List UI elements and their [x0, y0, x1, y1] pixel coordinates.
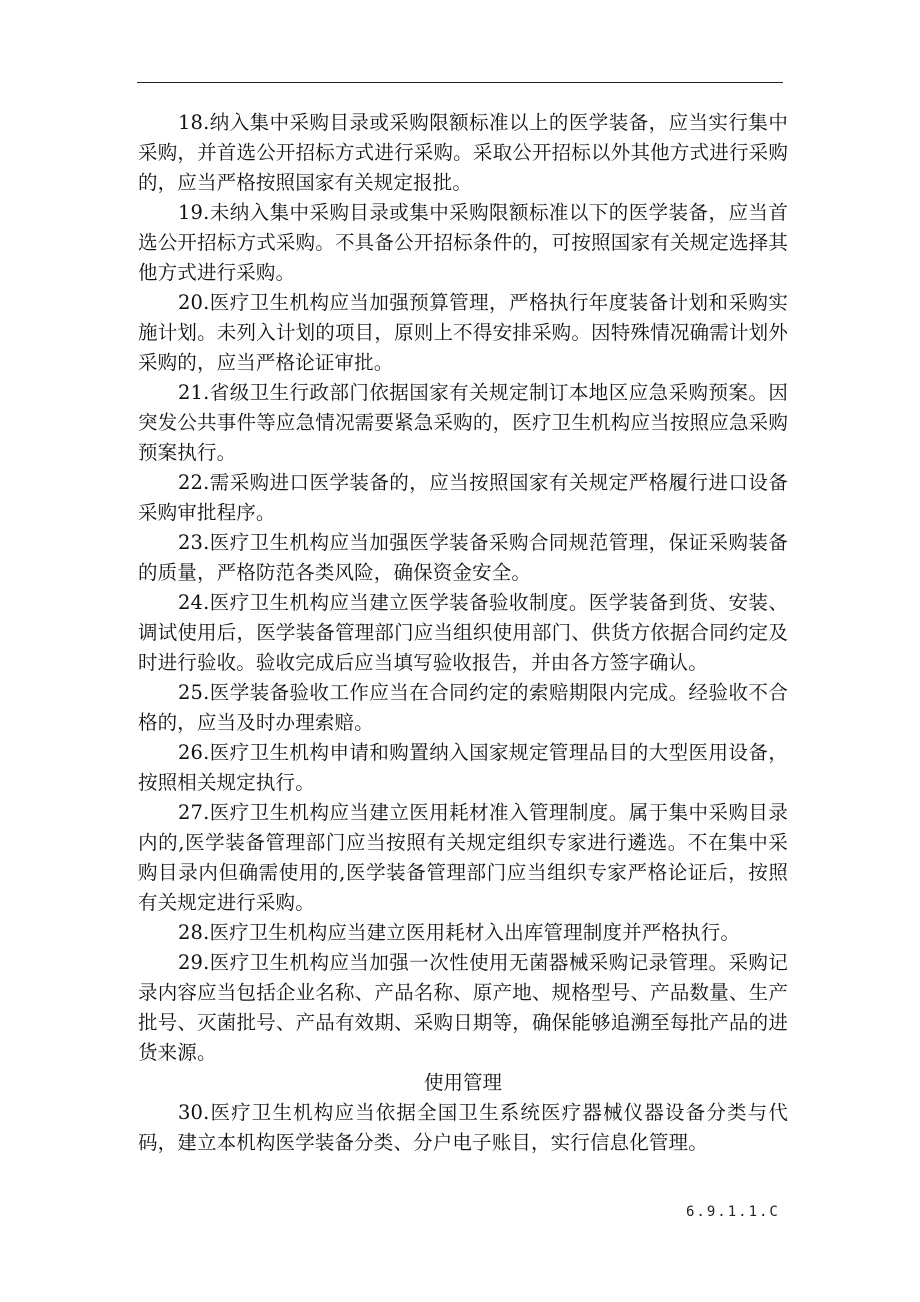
paragraph-29: 29.医疗卫生机构应当加强一次性使用无菌器械采购记录管理。采购记录内容应当包括企业名称、产品名称、原产地、规格型号、产品数量、生产批号、灭菌批号、产品有效期、采购日期等，确保能够追溯至每批产品的进货来源。 [138, 951, 788, 1064]
paragraph-25: 25.医学装备验收工作应当在合同约定的索赔期限内完成。经验收不合格的，应当及时办理索赔。 [138, 681, 788, 734]
paragraph-24: 24.医疗卫生机构应当建立医学装备验收制度。医学装备到货、安装、调试使用后，医学装备管理部门应当组织使用部门、供货方依据合同约定及时进行验收。验收完成后应当填写验收报告，并由各方签字确认。 [138, 591, 788, 674]
paragraph-27: 27.医疗卫生机构应当建立医用耗材准入管理制度。属于集中采购目录内的,医学装备管理部门应当按照有关规定组织专家进行遴选。不在集中采购目录内但确需使用的,医学装备管理部门应当组织专家严格论证后，按照有关规定进行采购。 [138, 801, 788, 914]
paragraph-28: 28.医疗卫生机构应当建立医用耗材入出库管理制度并严格执行。 [178, 921, 741, 944]
paragraph-23: 23.医疗卫生机构应当加强医学装备采购合同规范管理，保证采购装备的质量，严格防范各类风险，确保资金安全。 [138, 531, 788, 584]
section-heading: 使用管理 [423, 1071, 502, 1094]
paragraph-20: 20.医疗卫生机构应当加强预算管理，严格执行年度装备计划和采购实施计划。未列入计划的项目，原则上不得安排采购。因特殊情况确需计划外采购的，应当严格论证审批。 [138, 291, 788, 374]
header-rule [137, 82, 783, 83]
document-body [138, 108, 788, 1158]
paragraph-18: 18.纳入集中采购目录或采购限额标准以上的医学装备，应当实行集中采购，并首选公开招标方式进行采购。采取公开招标以外其他方式进行采购的，应当严格按照国家有关规定报批。 [138, 111, 788, 194]
paragraph-22: 22.需采购进口医学装备的，应当按照国家有关规定严格履行进口设备采购审批程序。 [138, 471, 788, 524]
page-code: 6.9.1.1.C [686, 1204, 780, 1220]
paragraph-26: 26.医疗卫生机构申请和购置纳入国家规定管理品目的大型医用设备，按照相关规定执行。 [138, 741, 788, 794]
paragraph-21: 21.省级卫生行政部门依据国家有关规定制订本地区应急采购预案。因突发公共事件等应急情况需要紧急采购的，医疗卫生机构应当按照应急采购预案执行。 [138, 381, 788, 464]
paragraph-30: 30.医疗卫生机构应当依据全国卫生系统医疗器械仪器设备分类与代码，建立本机构医学装备分类、分户电子账目，实行信息化管理。 [138, 1101, 788, 1154]
paragraph-19: 19.未纳入集中采购目录或集中采购限额标准以下的医学装备，应当首选公开招标方式采购。不具备公开招标条件的，可按照国家有关规定选择其他方式进行采购。 [138, 201, 788, 284]
